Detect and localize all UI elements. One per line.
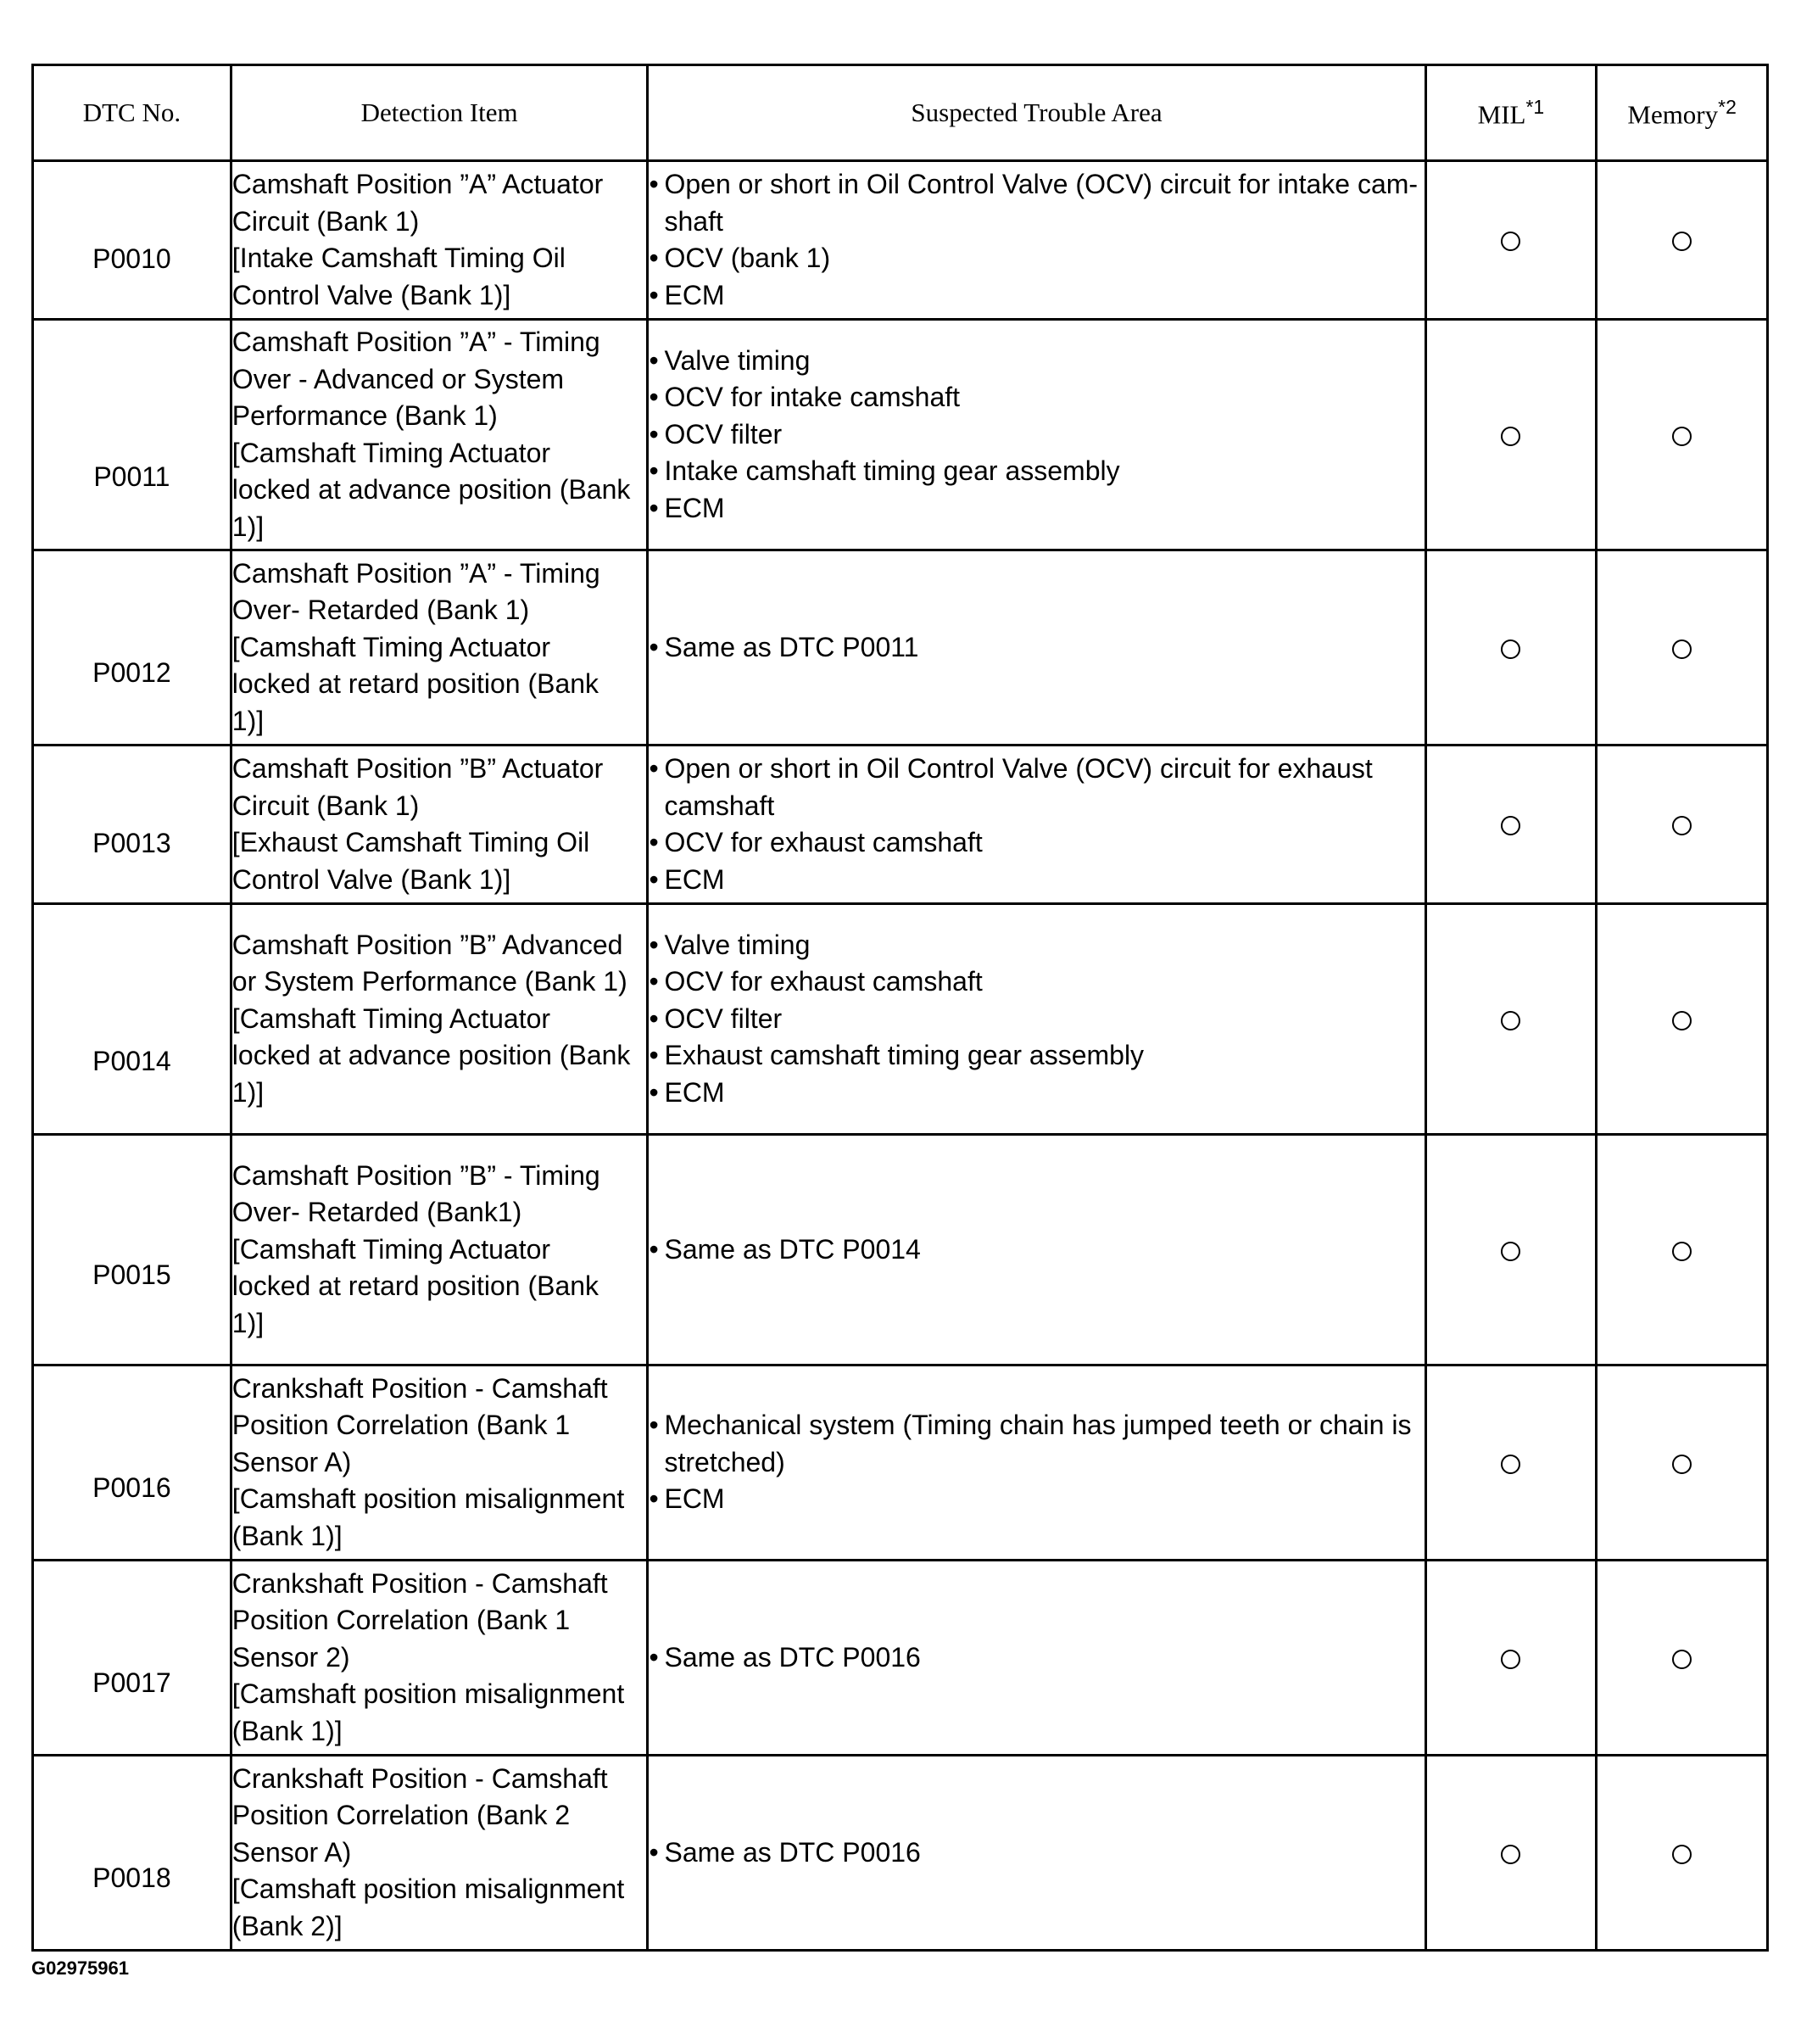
table-row xyxy=(33,1365,1768,1561)
suspected-area-item: • ECM xyxy=(649,277,1424,315)
memory-circle-icon xyxy=(1672,232,1692,251)
detection-item-line: locked at retard position (Bank xyxy=(231,668,599,700)
detection-item-cell xyxy=(231,904,648,1135)
detection-item-line: 1)] xyxy=(231,705,265,736)
mil-circle-icon xyxy=(1501,1242,1520,1261)
detection-item-line: 1)] xyxy=(231,1076,265,1108)
dtc-code: P0015 xyxy=(92,1259,171,1290)
suspected-area-item: • Valve timing xyxy=(649,927,1424,964)
memory-cell xyxy=(1597,550,1768,746)
table-row xyxy=(33,1135,1768,1365)
mil-circle-icon xyxy=(1501,1011,1520,1030)
detection-item-line: Control Valve (Bank 1)] xyxy=(231,279,511,310)
detection-item-line: locked at advance position (Bank xyxy=(231,1040,631,1071)
detection-item-line: [Camshaft position misalignment xyxy=(231,1678,625,1710)
detection-item-line: [Intake Camshaft Timing Oil xyxy=(231,243,566,273)
suspected-area-item: • Same as DTC P0016 xyxy=(649,1835,1424,1872)
suspected-area-cell xyxy=(648,320,1425,550)
suspected-area-list xyxy=(649,751,1424,898)
detection-item-cell xyxy=(231,161,648,320)
table-row xyxy=(33,550,1768,746)
suspected-area-list xyxy=(649,343,1424,528)
table-row xyxy=(33,161,1768,320)
mil-circle-icon xyxy=(1501,1650,1520,1669)
detection-item-line: Position Correlation (Bank 1 xyxy=(231,1410,571,1441)
memory-circle-icon xyxy=(1672,816,1692,835)
detection-item-line: [Camshaft position misalignment xyxy=(231,1483,625,1515)
detection-item-line: Position Correlation (Bank 2 xyxy=(231,1800,571,1831)
detection-item-line: Over - Advanced or System xyxy=(231,363,565,394)
dtc-code-cell xyxy=(33,904,231,1135)
figure-id: G02975961 xyxy=(31,1957,129,1979)
detection-item-cell xyxy=(231,1756,648,1951)
suspected-area-cell xyxy=(648,161,1425,320)
detection-item-line: Sensor A) xyxy=(231,1446,352,1477)
detection-item-line: Position Correlation (Bank 1 xyxy=(231,1605,571,1636)
dtc-code: P0017 xyxy=(92,1667,171,1698)
suspected-area-item: • Intake camshaft timing gear assembly xyxy=(649,453,1424,490)
detection-item-line: Camshaft Position ”A” - Timing xyxy=(231,557,600,589)
detection-item-line: (Bank 2)] xyxy=(231,1910,343,1941)
suspected-area-item: • ECM xyxy=(649,1481,1424,1518)
suspected-area-item: • OCV for exhaust camshaft xyxy=(649,824,1424,862)
detection-item-line: [Camshaft Timing Actuator xyxy=(231,631,551,662)
detection-item-line: Sensor A) xyxy=(231,1836,352,1868)
detection-item-line: Camshaft Position ”B” - Timing xyxy=(231,1159,600,1191)
detection-item-line: locked at advance position (Bank xyxy=(231,474,631,505)
dtc-code-cell xyxy=(33,161,231,320)
suspected-area-cell xyxy=(648,1756,1425,1951)
memory-cell xyxy=(1597,1365,1768,1561)
dtc-code: P0013 xyxy=(92,828,171,859)
suspected-area-cell xyxy=(648,1135,1425,1365)
memory-circle-icon xyxy=(1672,1011,1692,1030)
suspected-area-item: • OCV (bank 1) xyxy=(649,240,1424,277)
suspected-area-item: • Mechanical system (Timing chain has jumped teeth or chain is stretched) xyxy=(649,1407,1424,1481)
mil-circle-icon xyxy=(1501,639,1520,659)
detection-item-line: [Camshaft position misalignment xyxy=(231,1874,625,1905)
header-detection-item: Detection Item xyxy=(231,65,648,161)
memory-circle-icon xyxy=(1672,639,1692,659)
mil-cell xyxy=(1425,1135,1597,1365)
detection-item-line: (Bank 1)] xyxy=(231,1715,343,1746)
suspected-area-item: • Same as DTC P0011 xyxy=(649,629,1424,667)
dtc-code-cell xyxy=(33,320,231,550)
table-row xyxy=(33,904,1768,1135)
mil-circle-icon xyxy=(1501,427,1520,446)
suspected-area-item: • OCV filter xyxy=(649,1001,1424,1038)
dtc-code: P0012 xyxy=(92,656,171,688)
header-dtc-no: DTC No. xyxy=(33,65,231,161)
header-memory: Memory$^{*2}$ xyxy=(1597,65,1768,161)
dtc-code: P0014 xyxy=(92,1045,171,1076)
detection-item-line: Camshaft Position ”A” Actuator xyxy=(231,169,604,199)
mil-cell xyxy=(1425,904,1597,1135)
suspected-area-item: • Open or short in Oil Control Valve (OCV) circuit for exhaust camshaft xyxy=(649,751,1424,824)
suspected-area-cell xyxy=(648,1561,1425,1756)
detection-item-line: Sensor 2) xyxy=(231,1641,350,1673)
detection-item-line: (Bank 1)] xyxy=(231,1520,343,1551)
suspected-area-cell xyxy=(648,550,1425,746)
mil-circle-icon xyxy=(1501,232,1520,251)
suspected-area-item: • OCV filter xyxy=(649,416,1424,454)
memory-circle-icon xyxy=(1672,1650,1692,1669)
detection-item-line: Circuit (Bank 1) xyxy=(231,790,420,821)
mil-cell xyxy=(1425,320,1597,550)
detection-item-line: [Camshaft Timing Actuator xyxy=(231,1002,551,1034)
dtc-code-cell xyxy=(33,746,231,904)
dtc-code-cell xyxy=(33,1365,231,1561)
detection-item-line: locked at retard position (Bank xyxy=(231,1271,599,1302)
dtc-code: P0011 xyxy=(93,461,170,492)
detection-item-line: Camshaft Position ”B” Actuator xyxy=(231,753,604,784)
memory-cell xyxy=(1597,1135,1768,1365)
mil-footnote-marker: *1 xyxy=(1525,95,1545,118)
detection-item-line: Camshaft Position ”B” Advanced xyxy=(231,929,623,960)
mil-cell xyxy=(1425,1756,1597,1951)
suspected-area-cell xyxy=(648,904,1425,1135)
dtc-code-cell xyxy=(33,550,231,746)
mil-cell xyxy=(1425,746,1597,904)
detection-item-cell xyxy=(231,1561,648,1756)
suspected-area-item: • ECM xyxy=(649,490,1424,528)
memory-cell xyxy=(1597,1756,1768,1951)
suspected-area-list xyxy=(649,1407,1424,1518)
memory-cell xyxy=(1597,1561,1768,1756)
suspected-area-list xyxy=(649,927,1424,1112)
mil-cell xyxy=(1425,1365,1597,1561)
dtc-code-cell xyxy=(33,1756,231,1951)
dtc-code-cell xyxy=(33,1135,231,1365)
memory-cell xyxy=(1597,161,1768,320)
table-header-row xyxy=(33,65,1768,161)
detection-item-line: Crankshaft Position - Camshaft xyxy=(231,1372,608,1404)
mil-circle-icon xyxy=(1501,816,1520,835)
suspected-area-list xyxy=(649,166,1424,314)
detection-item-cell xyxy=(231,320,648,550)
suspected-area-item: • OCV for exhaust camshaft xyxy=(649,963,1424,1001)
detection-item-line: [Exhaust Camshaft Timing Oil xyxy=(231,827,590,857)
memory-circle-icon xyxy=(1672,1455,1692,1474)
table-body xyxy=(33,161,1768,1951)
table-row xyxy=(33,1756,1768,1951)
suspected-area-item: • OCV for intake camshaft xyxy=(649,379,1424,416)
memory-cell xyxy=(1597,320,1768,550)
detection-item-line: Crankshaft Position - Camshaft xyxy=(231,1567,608,1599)
dtc-table xyxy=(31,64,1769,1952)
dtc-code: P0018 xyxy=(92,1862,171,1893)
detection-item-line: Camshaft Position ”A” - Timing xyxy=(231,327,600,357)
detection-item-line: 1)] xyxy=(231,1307,265,1338)
suspected-area-item: • Open or short in Oil Control Valve (OCV) circuit for intake cam-shaft xyxy=(649,166,1424,240)
suspected-area-list xyxy=(649,629,1424,667)
suspected-area-list xyxy=(649,1639,1424,1677)
suspected-area-cell xyxy=(648,1365,1425,1561)
detection-item-line: [Camshaft Timing Actuator xyxy=(231,437,551,468)
detection-item-line: Over- Retarded (Bank 1) xyxy=(231,595,530,626)
dtc-code-cell xyxy=(33,1561,231,1756)
detection-item-line: Performance (Bank 1) xyxy=(231,400,498,431)
table-row xyxy=(33,320,1768,550)
suspected-area-item: • Same as DTC P0016 xyxy=(649,1639,1424,1677)
dtc-code: P0016 xyxy=(92,1472,171,1503)
table-row xyxy=(33,746,1768,904)
table-row xyxy=(33,1561,1768,1756)
suspected-area-item: • Exhaust camshaft timing gear assembly xyxy=(649,1037,1424,1075)
memory-cell xyxy=(1597,746,1768,904)
mil-cell xyxy=(1425,161,1597,320)
mil-circle-icon xyxy=(1501,1455,1520,1474)
memory-footnote-marker: *2 xyxy=(1718,95,1737,118)
suspected-area-list xyxy=(649,1231,1424,1269)
detection-item-cell xyxy=(231,746,648,904)
detection-item-line: Over- Retarded (Bank1) xyxy=(231,1197,522,1228)
detection-item-line: Crankshaft Position - Camshaft xyxy=(231,1762,608,1794)
mil-circle-icon xyxy=(1501,1845,1520,1864)
memory-circle-icon xyxy=(1672,427,1692,446)
suspected-area-item: • ECM xyxy=(649,862,1424,899)
memory-circle-icon xyxy=(1672,1845,1692,1864)
suspected-area-item: • ECM xyxy=(649,1075,1424,1112)
dtc-code: P0010 xyxy=(92,243,171,275)
detection-item-line: [Camshaft Timing Actuator xyxy=(231,1233,551,1265)
suspected-area-item: • Same as DTC P0014 xyxy=(649,1231,1424,1269)
detection-item-cell xyxy=(231,550,648,746)
suspected-area-cell xyxy=(648,746,1425,904)
header-mil: MIL$^{*1}$ xyxy=(1425,65,1597,161)
mil-cell xyxy=(1425,550,1597,746)
memory-cell xyxy=(1597,904,1768,1135)
detection-item-line: or System Performance (Bank 1) xyxy=(231,966,627,997)
detection-item-line: 1)] xyxy=(231,511,265,542)
memory-circle-icon xyxy=(1672,1242,1692,1261)
suspected-area-item: • Valve timing xyxy=(649,343,1424,380)
suspected-area-list xyxy=(649,1835,1424,1872)
detection-item-cell xyxy=(231,1135,648,1365)
detection-item-line: Control Valve (Bank 1)] xyxy=(231,863,511,895)
detection-item-cell xyxy=(231,1365,648,1561)
mil-cell xyxy=(1425,1561,1597,1756)
header-suspected-area: Suspected Trouble Area xyxy=(648,65,1425,161)
detection-item-line: Circuit (Bank 1) xyxy=(231,205,420,237)
